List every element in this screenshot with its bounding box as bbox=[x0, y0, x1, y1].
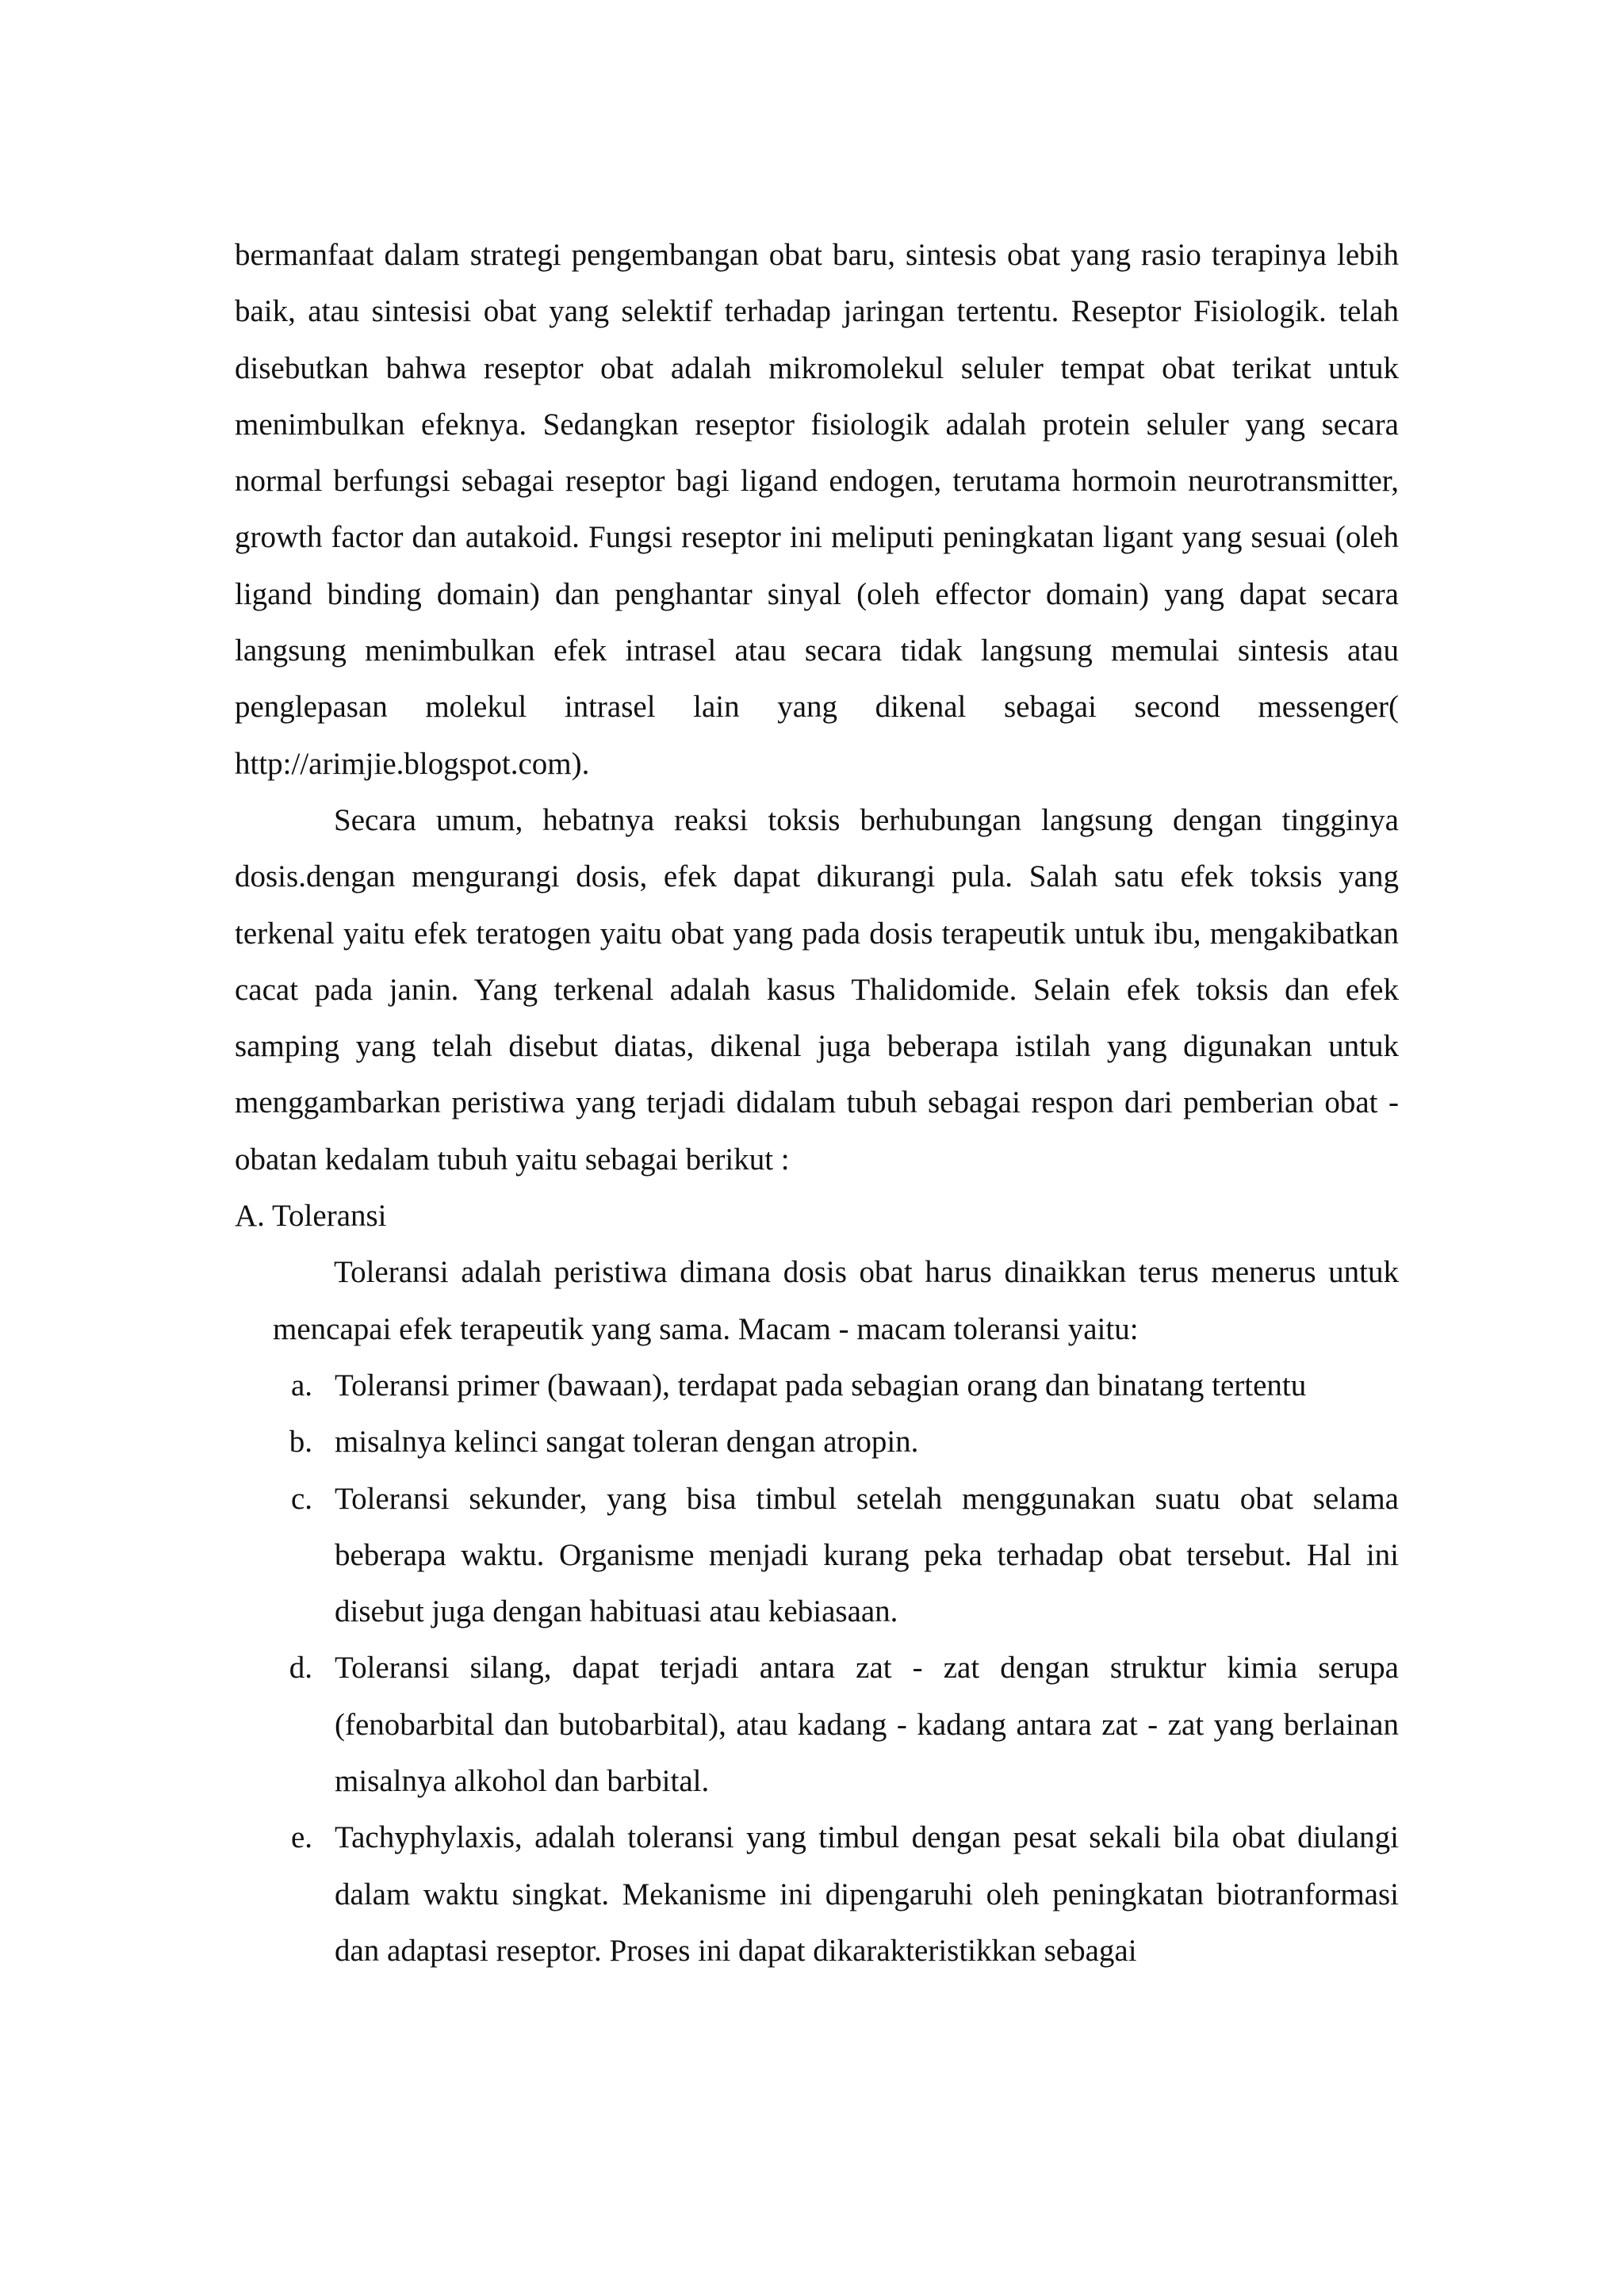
page-body bbox=[235, 227, 1399, 1979]
list-item bbox=[235, 1809, 1399, 1979]
list-item bbox=[235, 1357, 1399, 1414]
list-item bbox=[235, 1414, 1399, 1470]
list-item-text: Toleransi primer (bawaan), terdapat pada sebagian orang dan binatang tertentu bbox=[335, 1368, 1307, 1402]
paragraph-toleransi-intro: Toleransi adalah peristiwa dimana dosis obat harus dinaikkan terus menerus untuk mencapai efek terapeutik yang sama. Macam - macam toleransi yaitu: bbox=[273, 1255, 1399, 1346]
toleransi-list bbox=[235, 1357, 1399, 1979]
section-heading-toleransi: A. Toleransi bbox=[235, 1199, 387, 1234]
list-marker: d. bbox=[289, 1651, 312, 1686]
list-marker: e. bbox=[290, 1820, 312, 1855]
list-item-text: Toleransi silang, dapat terjadi antara zat - zat dengan struktur kimia serupa (fenobarbital dan butobarbital), atau kadang - kadang antara zat - zat yang berlainan misalnya alkohol dan barbital. bbox=[335, 1651, 1399, 1799]
paragraph-toxic-effects: Secara umum, hebatnya reaksi toksis berhubungan langsung dengan tingginya dosis.dengan mengurangi dosis, efek dapat dikurangi pula. Salah satu efek toksis yang terkenal yaitu efek teratogen yaitu obat yang pada dosis terapeutik untuk ibu, mengakibatkan cacat pada janin. Yang terkenal adalah kasus Thalidomide. Selain efek toksis dan efek samping yang telah disebut diatas, dikenal juga beberapa istilah yang digunakan untuk menggambarkan peristiwa yang terjadi didalam tubuh sebagai respon dari pemberian obat - obatan kedalam tubuh yaitu sebagai berikut : bbox=[235, 802, 1399, 1177]
list-item bbox=[235, 1640, 1399, 1809]
list-marker: a. bbox=[290, 1368, 312, 1402]
list-item-text: Tachyphylaxis, adalah toleransi yang timbul dengan pesat sekali bila obat diulangi dalam waktu singkat. Mekanisme ini dipengaruhi oleh peningkatan biotranformasi dan adaptasi reseptor. Proses ini dapat dikarakteristikkan sebagai bbox=[335, 1820, 1399, 1968]
list-marker: b. bbox=[289, 1425, 312, 1460]
list-marker: c. bbox=[290, 1481, 312, 1516]
paragraph-receptor: bermanfaat dalam strategi pengembangan obat baru, sintesis obat yang rasio terapinya lebih baik, atau sintesisi obat yang selektif terhadap jaringan tertentu. Reseptor Fisiologik. telah disebutkan bahwa reseptor obat adalah mikromolekul seluler tempat obat terikat untuk menimbulkan efeknya. Sedangkan reseptor fisiologik adalah protein seluler yang secara normal berfungsi sebagai reseptor bagi ligand endogen, terutama hormoin neurotransmitter, growth factor dan autakoid. Fungsi reseptor ini meliputi peningkatan ligant yang sesuai (oleh ligand binding domain) dan penghantar sinyal (oleh effector domain) yang dapat secara langsung menimbulkan efek intrasel atau secara tidak langsung memulai sintesis atau penglepasan molekul intrasel lain yang dikenal sebagai second messenger( http://arimjie.blogspot.com). bbox=[235, 238, 1399, 781]
list-item bbox=[235, 1471, 1399, 1640]
list-item-text: Toleransi sekunder, yang bisa timbul setelah menggunakan suatu obat selama beberapa waktu. Organisme menjadi kurang peka terhadap obat tersebut. Hal ini disebut juga dengan habituasi atau kebiasaan. bbox=[335, 1481, 1399, 1629]
list-item-text: misalnya kelinci sangat toleran dengan atropin. bbox=[335, 1425, 919, 1460]
